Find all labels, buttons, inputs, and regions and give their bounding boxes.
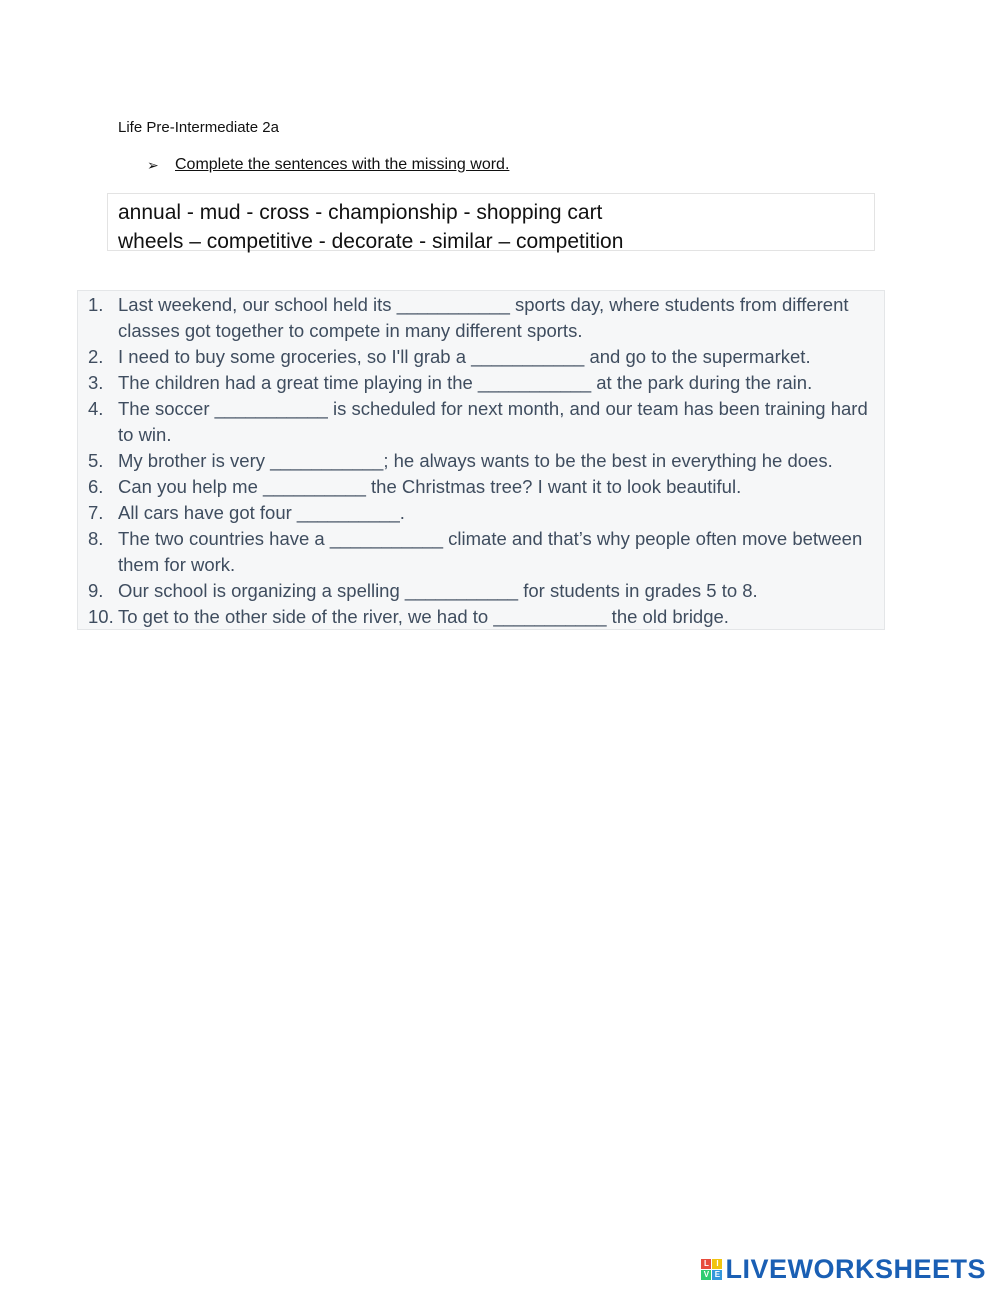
word-bank-line-1: annual - mud - cross - championship - shopping cart (118, 201, 603, 224)
sentence-text: The soccer ___________ is scheduled for next month, and our team has been training hard to win. (118, 398, 868, 445)
sentence-text: All cars have got four __________. (118, 502, 405, 523)
sentence-number: 8. (88, 528, 104, 549)
sentence-item (88, 370, 874, 396)
sentence-text: Our school is organizing a spelling ___________ for students in grades 5 to 8. (118, 580, 758, 601)
logo-tile: L (701, 1259, 711, 1269)
worksheet-subtitle: Life Pre-Intermediate 2a (118, 119, 279, 136)
logo-tile: V (701, 1270, 711, 1280)
sentence-number: 3. (88, 372, 104, 393)
sentence-item (88, 474, 874, 500)
logo-text: LIVEWORKSHEETS (725, 1254, 986, 1284)
sentence-item (88, 448, 874, 474)
sentence-text: The two countries have a ___________ climate and that’s why people often move between them for work. (118, 528, 863, 575)
arrow-bullet-icon: ➢ (147, 156, 159, 173)
liveworksheets-logo[interactable] (701, 1254, 986, 1285)
logo-tile: E (712, 1270, 722, 1280)
word-bank-line-2: wheels – competitive - decorate - similar – competition (118, 230, 624, 253)
sentence-number: 1. (88, 294, 104, 315)
logo-tile: I (712, 1259, 722, 1269)
sentence-list (77, 290, 885, 630)
sentence-text: My brother is very ___________; he always wants to be the best in everything he does. (118, 450, 833, 471)
sentence-text: Last weekend, our school held its ___________ sports day, where students from different classes got together to compete in many different sports. (118, 294, 849, 341)
sentence-number: 9. (88, 580, 104, 601)
instruction (147, 156, 509, 174)
sentence-item (88, 578, 874, 604)
word-bank-box (107, 193, 875, 251)
sentence-item (88, 344, 874, 370)
sentence-number: 4. (88, 398, 104, 419)
sentence-number: 2. (88, 346, 104, 367)
sentence-text: Can you help me __________ the Christmas tree? I want it to look beautiful. (118, 476, 742, 497)
sentence-item (88, 292, 874, 344)
sentence-number: 6. (88, 476, 104, 497)
sentence-item (88, 500, 874, 526)
sentence-text: I need to buy some groceries, so I'll grab a ___________ and go to the supermarket. (118, 346, 811, 367)
sentence-number: 5. (88, 450, 104, 471)
sentence-text: The children had a great time playing in the ___________ at the park during the rain. (118, 372, 813, 393)
instruction-text: Complete the sentences with the missing word. (175, 156, 510, 173)
sentence-number: 10. (88, 606, 114, 627)
sentence-number: 7. (88, 502, 104, 523)
logo-tiles-icon (701, 1259, 722, 1280)
sentence-item (88, 604, 874, 630)
sentence-text: To get to the other side of the river, we had to ___________ the old bridge. (118, 606, 729, 627)
sentence-item (88, 526, 874, 578)
sentence-item (88, 396, 874, 448)
